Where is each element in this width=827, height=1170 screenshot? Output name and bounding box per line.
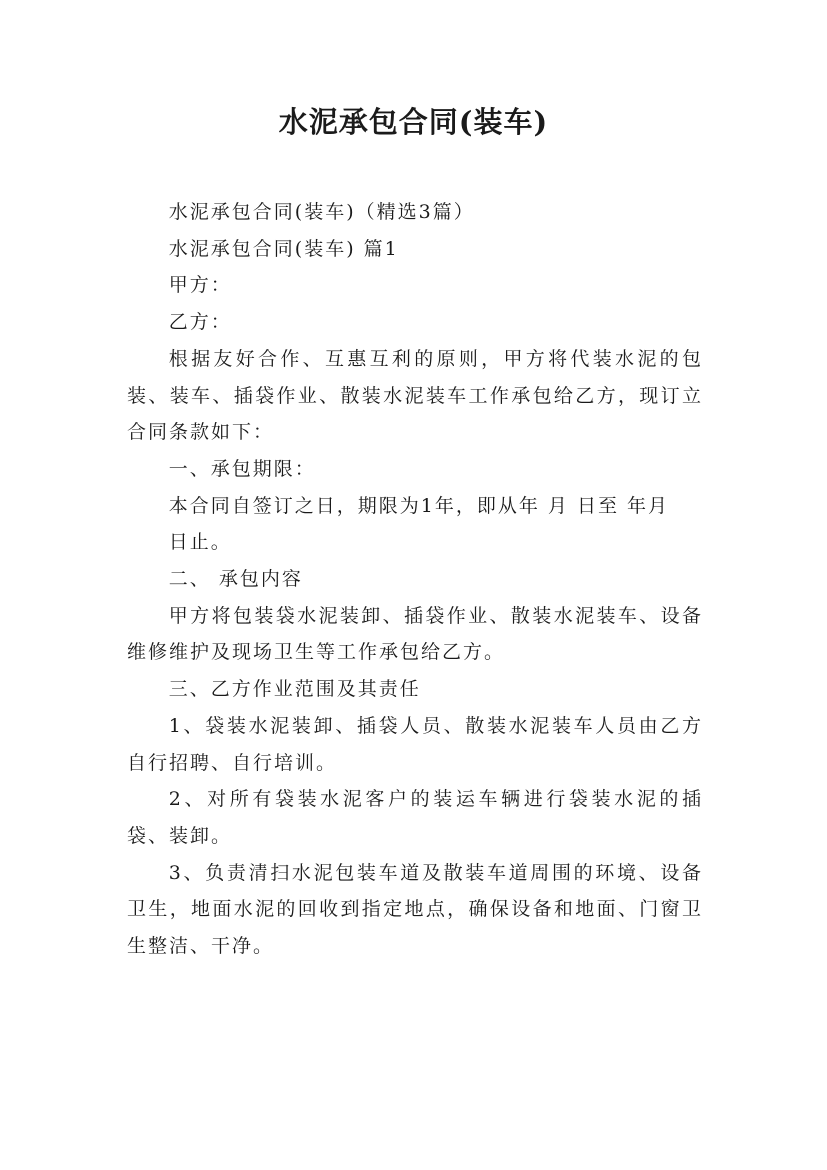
paragraph-term-end: 日止。 bbox=[168, 531, 232, 554]
paragraph-content-body: 甲方将包装袋水泥装卸、插袋作业、散装水泥装车、设备维修维护及现场卫生等工作承包给乙方。 bbox=[127, 604, 703, 664]
paragraph-preamble: 根据友好合作、互惠互利的原则，甲方将代装水泥的包装、装车、插袋作业、散装水泥装车工作承包给乙方，现订立合同条款如下： bbox=[127, 347, 703, 444]
paragraph-scope-item-3: 3、负责清扫水泥包装车道及散装车道周围的环境、设备卫生，地面水泥的回收到指定地点，确保设备和地面、门窗卫生整洁、干净。 bbox=[127, 861, 703, 958]
paragraph-scope-item-2: 2、对所有袋装水泥客户的装运车辆进行袋装水泥的插袋、装卸。 bbox=[127, 788, 703, 847]
paragraph-term-heading: 一、承包期限： bbox=[168, 457, 316, 480]
paragraph-party-b: 乙方： bbox=[168, 311, 232, 334]
paragraph-subtitle: 水泥承包合同(装车)（精选3篇） bbox=[168, 201, 475, 223]
paragraph-scope-heading: 三、乙方作业范围及其责任 bbox=[168, 678, 421, 701]
paragraph-content-heading: 二、 承包内容 bbox=[168, 568, 303, 591]
paragraph-party-a: 甲方： bbox=[168, 274, 232, 297]
paragraph-term-body: 本合同自签订之日，期限为1年，即从年 月 日至 年月 bbox=[168, 494, 670, 517]
paragraph-section-heading: 水泥承包合同(装车) 篇1 bbox=[168, 237, 399, 260]
document-title: 水泥承包合同(装车) bbox=[278, 105, 549, 139]
paragraph-scope-item-1: 1、袋装水泥装卸、插袋人员、散装水泥装车人员由乙方自行招聘、自行培训。 bbox=[127, 714, 703, 774]
document-body bbox=[127, 194, 703, 965]
